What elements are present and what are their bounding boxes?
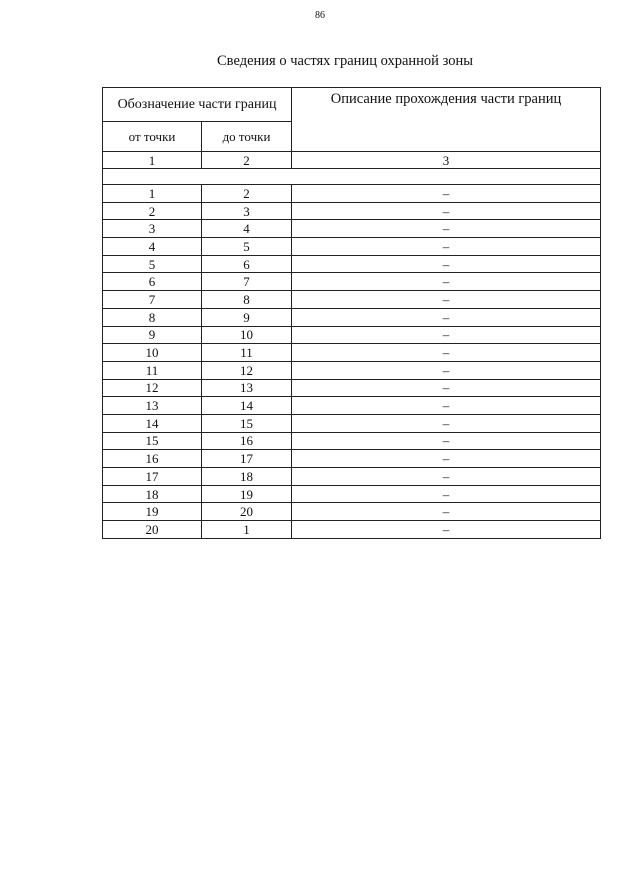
table-row: [103, 414, 601, 432]
header-boundary-designation: Обозначение части границ: [103, 88, 292, 122]
description-cell: –: [292, 273, 601, 291]
from-point-cell: 14: [103, 414, 202, 432]
to-point-cell: 17: [202, 450, 292, 468]
description-cell: –: [292, 379, 601, 397]
page-number: 86: [315, 10, 325, 21]
description-cell: –: [292, 361, 601, 379]
from-point-cell: 19: [103, 503, 202, 521]
from-point-cell: 2: [103, 202, 202, 220]
description-cell: –: [292, 432, 601, 450]
table-row: [103, 432, 601, 450]
to-point-cell: 9: [202, 308, 292, 326]
description-cell: –: [292, 397, 601, 415]
to-point-cell: 5: [202, 238, 292, 256]
to-point-cell: 14: [202, 397, 292, 415]
table-row: [103, 308, 601, 326]
column-number-row: [103, 152, 601, 169]
description-cell: –: [292, 450, 601, 468]
description-cell: –: [292, 238, 601, 256]
to-point-cell: 10: [202, 326, 292, 344]
to-point-cell: 18: [202, 468, 292, 486]
description-cell: –: [292, 521, 601, 539]
from-point-cell: 11: [103, 361, 202, 379]
description-cell: –: [292, 202, 601, 220]
table-row: [103, 450, 601, 468]
header-to-point: до точки: [202, 122, 292, 152]
table-row: [103, 220, 601, 238]
from-point-cell: 12: [103, 379, 202, 397]
description-cell: –: [292, 185, 601, 203]
boundary-table: [102, 87, 601, 539]
from-point-cell: 3: [103, 220, 202, 238]
table-row: [103, 485, 601, 503]
table-row: [103, 202, 601, 220]
table-row: [103, 379, 601, 397]
blank-cell: [103, 169, 601, 185]
table-row: [103, 361, 601, 379]
description-cell: –: [292, 344, 601, 362]
blank-row: [103, 169, 601, 185]
to-point-cell: 15: [202, 414, 292, 432]
to-point-cell: 2: [202, 185, 292, 203]
from-point-cell: 16: [103, 450, 202, 468]
from-point-cell: 13: [103, 397, 202, 415]
column-number: 3: [292, 152, 601, 169]
description-cell: –: [292, 220, 601, 238]
table-row: [103, 344, 601, 362]
to-point-cell: 20: [202, 503, 292, 521]
to-point-cell: 13: [202, 379, 292, 397]
from-point-cell: 17: [103, 468, 202, 486]
description-cell: –: [292, 503, 601, 521]
to-point-cell: 1: [202, 521, 292, 539]
table-row: [103, 503, 601, 521]
column-number: 1: [103, 152, 202, 169]
table-row: [103, 255, 601, 273]
description-cell: –: [292, 255, 601, 273]
table-row: [103, 468, 601, 486]
to-point-cell: 16: [202, 432, 292, 450]
table-row: [103, 273, 601, 291]
to-point-cell: 4: [202, 220, 292, 238]
description-cell: –: [292, 291, 601, 309]
description-cell: –: [292, 414, 601, 432]
table-row: [103, 185, 601, 203]
to-point-cell: 11: [202, 344, 292, 362]
from-point-cell: 6: [103, 273, 202, 291]
from-point-cell: 1: [103, 185, 202, 203]
from-point-cell: 7: [103, 291, 202, 309]
description-cell: –: [292, 468, 601, 486]
from-point-cell: 15: [103, 432, 202, 450]
table-row: [103, 521, 601, 539]
document-title: Сведения о частях границ охранной зоны: [217, 53, 473, 69]
description-cell: –: [292, 326, 601, 344]
from-point-cell: 5: [103, 255, 202, 273]
from-point-cell: 10: [103, 344, 202, 362]
to-point-cell: 8: [202, 291, 292, 309]
to-point-cell: 7: [202, 273, 292, 291]
to-point-cell: 6: [202, 255, 292, 273]
to-point-cell: 19: [202, 485, 292, 503]
from-point-cell: 9: [103, 326, 202, 344]
to-point-cell: 3: [202, 202, 292, 220]
to-point-cell: 12: [202, 361, 292, 379]
description-cell: –: [292, 485, 601, 503]
from-point-cell: 18: [103, 485, 202, 503]
header-boundary-description: Описание прохождения части границ: [292, 88, 601, 152]
from-point-cell: 4: [103, 238, 202, 256]
table-row: [103, 291, 601, 309]
from-point-cell: 20: [103, 521, 202, 539]
table-row: [103, 326, 601, 344]
table-row: [103, 238, 601, 256]
header-from-point: от точки: [103, 122, 202, 152]
table-row: [103, 397, 601, 415]
from-point-cell: 8: [103, 308, 202, 326]
description-cell: –: [292, 308, 601, 326]
column-number: 2: [202, 152, 292, 169]
